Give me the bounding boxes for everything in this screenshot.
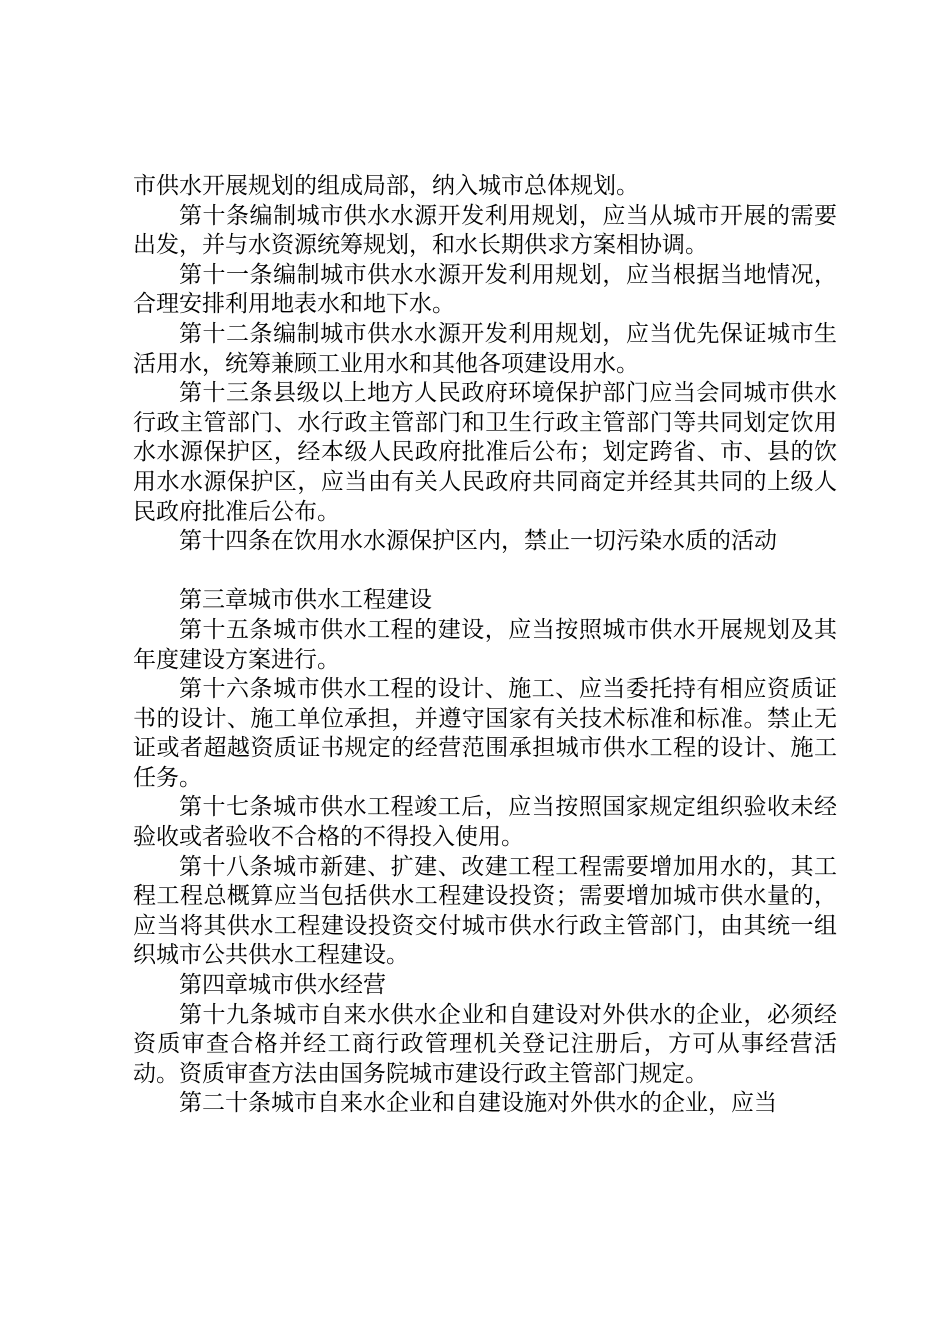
article-16: 第十六条城市供水工程的设计、施工、应当委托持有相应资质证书的设计、施工单位承担，并遵守国家有关技术标准和标准。禁止无证或者超越资质证书规定的经营范围承担城市供水工程的设计、施工任务。 <box>133 676 837 791</box>
chapter-3-heading: 第三章城市供水工程建设 <box>179 587 432 614</box>
chapter-4-heading: 第四章城市供水经营 <box>179 972 386 999</box>
paragraph-continuation: 市供水开展规划的组成局部，纳入城市总体规划。 <box>133 173 639 199</box>
article-19: 第十九条城市自来水供水企业和自建设对外供水的企业，必须经资质审查合格并经工商行政管理机关登记注册后，方可从事经营活动。资质审查方法由国务院城市建设行政主管部门规定。 <box>133 1001 837 1087</box>
article-11: 第十一条编制城市供水水源开发利用规划，应当根据当地情况，合理安排利用地表水和地下水。 <box>133 261 837 318</box>
article-13: 第十三条县级以上地方人民政府环境保护部门应当会同城市供水行政主管部门、水行政主管部门和卫生行政主管部门等共同划定饮用水水源保护区，经本级人民政府批准后公布；划定跨省、市、县的饮用水水源保护区，应当由有关人民政府共同商定并经其共同的上级人民政府批准后公布。 <box>133 380 837 525</box>
article-14: 第十四条在饮用水水源保护区内，禁止一切污染水质的活动 <box>179 528 777 555</box>
article-10: 第十条编制城市供水水源开发利用规划，应当从城市开展的需要出发，并与水资源统筹规划，和水长期供求方案相协调。 <box>133 202 837 259</box>
article-15: 第十五条城市供水工程的建设，应当按照城市供水开展规划及其年度建设方案进行。 <box>133 616 837 673</box>
article-12: 第十二条编制城市供水水源开发利用规划，应当优先保证城市生活用水，统筹兼顾工业用水和其他各项建设用水。 <box>133 320 837 377</box>
document-body <box>133 172 837 1119</box>
article-18: 第十八条城市新建、扩建、改建工程工程需要增加用水的，其工程工程总概算应当包括供水工程建设投资；需要增加城市供水量的，应当将其供水工程建设投资交付城市供水行政主管部门，由其统一组织城市公共供水工程建设。 <box>133 853 837 969</box>
article-17: 第十七条城市供水工程竣工后，应当按照国家规定组织验收未经验收或者验收不合格的不得投入使用。 <box>133 794 837 851</box>
blank-line <box>133 557 837 587</box>
article-20: 第二十条城市自来水企业和自建设施对外供水的企业，应当 <box>179 1090 777 1117</box>
